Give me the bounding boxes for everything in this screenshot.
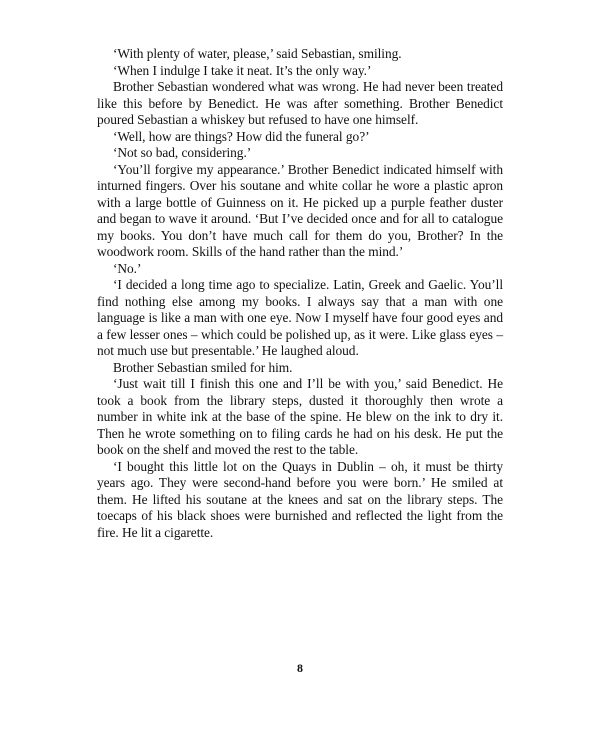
paragraph: ‘I bought this little lot on the Quays in Dublin – oh, it must be thirty years ago. They were second-hand before you were born.’ He smiled at them. He lifted his soutane at the knees and sat on the library steps. The toecaps of his black shoes were burnished and reflected the light from the fire. He lit a cigarette. — [97, 458, 503, 540]
paragraph: ‘You’ll forgive my appearance.’ Brother Benedict indicated himself with inturned fingers. Over his soutane and white collar he wore a plastic apron with a large bottle of Guinness on it. He picked up a purple feather duster and began to wave it around. ‘But I’ve decided once and for all to catalogue my books. You don’t have much call for them do you, Brother? In the woodwork room. Skills of the hand rather than the mind.’ — [97, 161, 503, 259]
paragraph: Brother Sebastian smiled for him. — [113, 359, 293, 375]
body-text — [97, 46, 503, 541]
paragraph: ‘When I indulge I take it neat. It’s the only way.’ — [113, 62, 372, 78]
paragraph: ‘With plenty of water, please,’ said Sebastian, smiling. — [113, 46, 402, 61]
paragraph: ‘Not so bad, considering.’ — [113, 145, 252, 160]
page-number: 8 — [297, 661, 303, 675]
paragraph: ‘Well, how are things? How did the funeral go?’ — [113, 128, 370, 144]
paragraph: Brother Sebastian wondered what was wrong. He had never been treated like this before by Benedict. He was after something. Brother Benedict poured Sebastian a whiskey but refused to have one himself. — [97, 79, 503, 127]
paragraph: ‘No.’ — [113, 260, 142, 276]
paragraph: ‘I decided a long time ago to specialize. Latin, Greek and Gaelic. You’ll find nothing else among my books. I always say that a man with one language is like a man with one eye. Now I myself have four good eyes and a few lesser ones – which could be polished up, as it were. Like glass eyes – not much use but presentable.’ He laughed aloud. — [97, 277, 503, 358]
paragraph: ‘Just wait till I finish this one and I’ll be with you,’ said Benedict. He took a book from the library steps, dusted it thoroughly then wrote a number in white ink at the base of the spine. He blew on the ink to dry it. Then he wrote something on to filing cards he had on his desk. He put the book on the shelf and moved the rest to the table. — [97, 376, 503, 457]
